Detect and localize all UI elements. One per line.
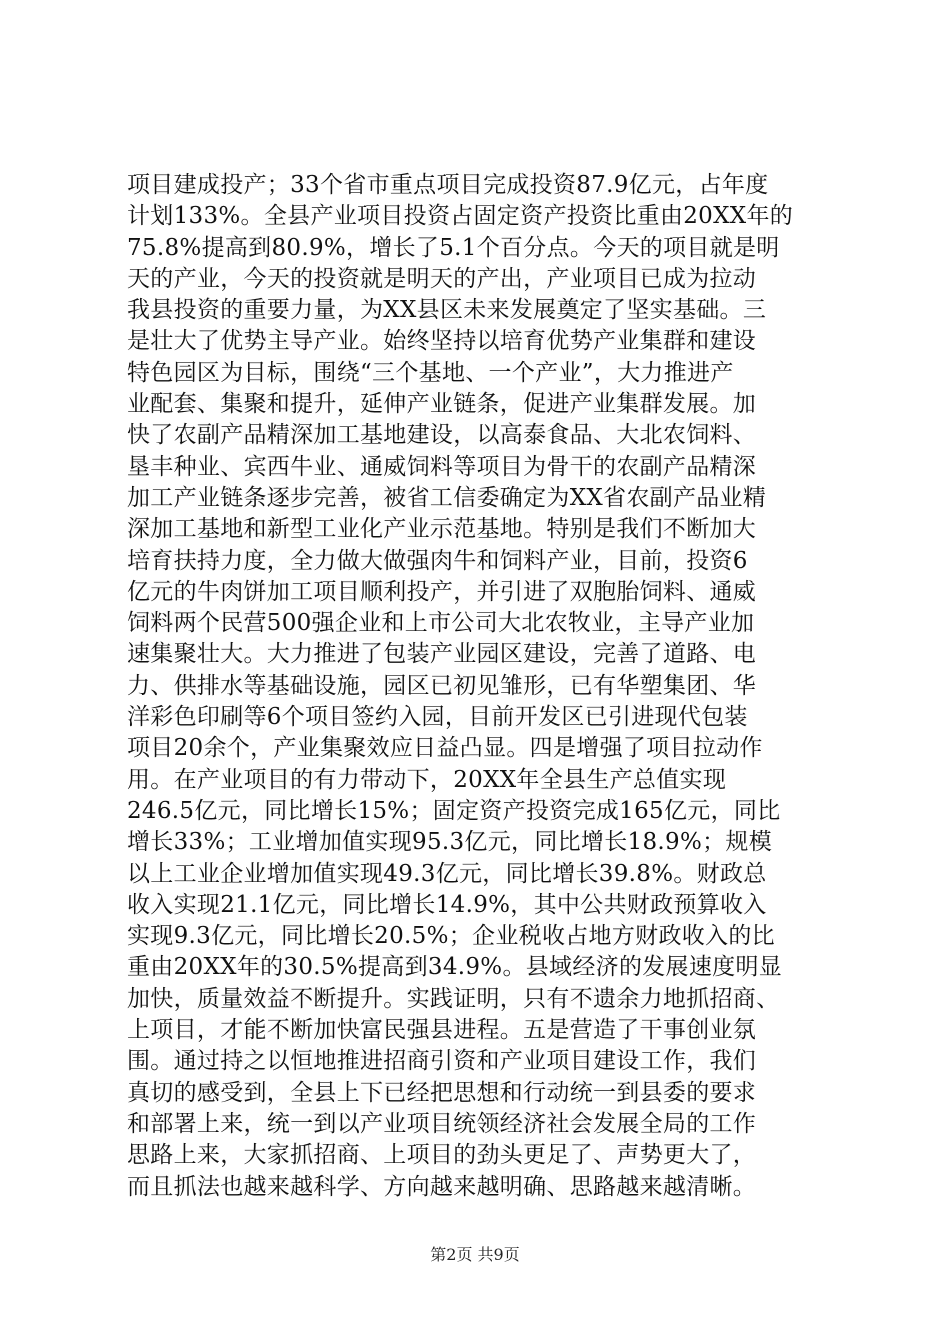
text-line: 洋彩色印刷等6个项目签约入园，目前开发区已引进现代包装 — [127, 704, 748, 731]
text-line: 力、供排水等基础设施，园区已初见雏形，已有华塑集团、华 — [127, 672, 757, 699]
text-line: 围。通过持之以恒地推进招商引资和产业项目建设工作，我们 — [127, 1048, 757, 1075]
text-line: 收入实现21.1亿元，同比增长14.9%，其中公共财政预算收入 — [127, 891, 767, 918]
text-line: 培育扶持力度，全力做大做强肉牛和饲料产业，目前，投资6 — [127, 547, 748, 574]
text-line: 而且抓法也越来越科学、方向越来越明确、思路越来越清晰。 — [127, 1173, 757, 1200]
text-line: 天的产业，今天的投资就是明天的产出，产业项目已成为拉动 — [127, 265, 757, 292]
text-line: 真切的感受到，全县上下已经把思想和行动统一到县委的要求 — [127, 1079, 757, 1106]
text-line: 特色园区为目标，围绕“三个基地、一个产业”，大力推进产 — [127, 359, 734, 386]
page-footer: 第2页 共9页 — [430, 1245, 520, 1264]
text-line: 以上工业企业增加值实现49.3亿元，同比增长39.8%。财政总 — [127, 860, 767, 887]
text-line: 重由20XX年的30.5%提高到34.9%。县域经济的发展速度明显 — [127, 954, 783, 981]
text-line: 加快，质量效益不断提升。实践证明，只有不遗余力地抓招商、 — [127, 985, 780, 1012]
text-line: 思路上来，大家抓招商、上项目的劲头更足了、声势更大了， — [127, 1142, 757, 1169]
text-line: 亿元的牛肉饼加工项目顺利投产，并引进了双胞胎饲料、通威 — [127, 578, 757, 605]
text-line: 垦丰种业、宾西牛业、通威饲料等项目为骨干的农副产品精深 — [127, 453, 757, 480]
body-paragraph — [127, 170, 827, 1203]
text-line: 速集聚壮大。大力推进了包装产业园区建设，完善了道路、电 — [127, 641, 757, 668]
text-line: 实现9.3亿元，同比增长20.5%；企业税收占地方财政收入的比 — [127, 923, 775, 950]
text-line: 快了农副产品精深加工基地建设，以高泰食品、大北农饲料、 — [127, 422, 757, 449]
text-line: 业配套、集聚和提升，延伸产业链条，促进产业集群发展。加 — [127, 391, 757, 418]
text-line: 75.8%提高到80.9%，增长了5.1个百分点。今天的项目就是明 — [127, 234, 780, 261]
text-line: 计划133%。全县产业项目投资占固定资产投资比重由20XX年的 — [127, 203, 794, 230]
text-line: 和部署上来，统一到以产业项目统领经济社会发展全局的工作 — [127, 1110, 757, 1137]
text-line: 深加工基地和新型工业化产业示范基地。特别是我们不断加大 — [127, 516, 757, 543]
text-line: 我县投资的重要力量，为XX县区未来发展奠定了坚实基础。三 — [127, 297, 767, 324]
text-line: 246.5亿元，同比增长15%；固定资产投资完成165亿元，同比 — [127, 797, 781, 824]
text-line: 加工产业链条逐步完善，被省工信委确定为XX省农副产品业精 — [127, 484, 767, 511]
text-line: 增长33%；工业增加值实现95.3亿元，同比增长18.9%；规模 — [127, 829, 772, 856]
text-line: 上项目，才能不断加快富民强县进程。五是营造了干事创业氛 — [127, 1017, 757, 1044]
text-line: 项目20余个，产业集聚效应日益凸显。四是增强了项目拉动作 — [127, 735, 763, 762]
text-line: 用。在产业项目的有力带动下，20XX年全县生产总值实现 — [127, 766, 727, 793]
text-line: 项目建成投产；33个省市重点项目完成投资87.9亿元，占年度 — [127, 172, 769, 198]
text-line: 饲料两个民营500强企业和上市公司大北农牧业，主导产业加 — [127, 610, 755, 637]
text-line: 是壮大了优势主导产业。始终坚持以培育优势产业集群和建设 — [127, 328, 757, 355]
